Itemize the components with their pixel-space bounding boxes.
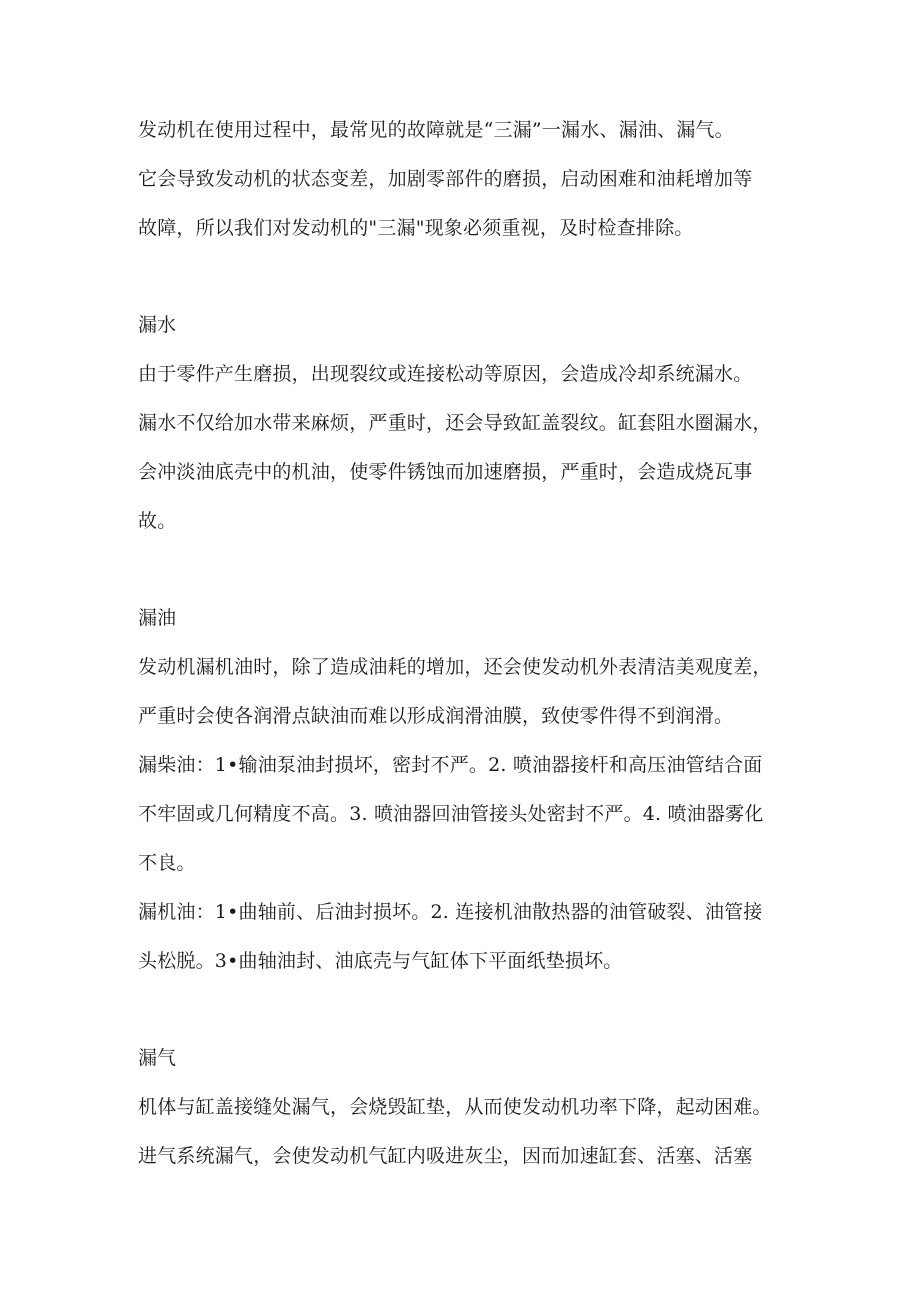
text-line: 发动机漏机油时，除了造成油耗的增加，还会使发动机外表清洁美观度差， [138,656,772,678]
text-line: 进气系统漏气，会使发动机气缸内吸进灰尘，因而加速缸套、活塞、活塞 [138,1145,753,1167]
text-line: 故障，所以我们对发动机的"三漏"现象必须重视，及时检查排除。 [138,217,694,239]
section-heading: 漏油 [138,607,177,629]
section-gas-leak [138,1034,798,1181]
text-line: 头松脱。3•曲轴油封、油底壳与气缸体下平面纸垫损坏。 [138,950,623,972]
text-line: 不良。 [138,852,196,874]
paragraph-gap [138,986,798,1034]
text-line: 故。 [138,510,177,532]
section-oil-leak [138,594,798,986]
text-line: 漏柴油：1•输油泵油封损坏，密封不严。2. 喷油器接杆和高压油管结合面 [138,754,763,776]
document-body [138,106,798,1181]
text-line: 它会导致发动机的状态变差，加剧零部件的磨损，启动困难和油耗增加等 [138,168,753,190]
text-line: 由于零件产生磨损，出现裂纹或连接松动等原因，会造成冷却系统漏水。 [138,363,753,385]
text-line: 严重时会使各润滑点缺油而难以形成润滑油膜，致使零件得不到润滑。 [138,705,734,727]
intro-paragraph [138,106,798,253]
section-heading: 漏水 [138,314,177,336]
text-line: 漏水不仅给加水带来麻烦，严重时，还会导致缸盖裂纹。缸套阻水圈漏水， [138,412,772,434]
section-heading: 漏气 [138,1047,177,1069]
paragraph-gap [138,546,798,594]
text-line: 机体与缸盖接缝处漏气，会烧毁缸垫，从而使发动机功率下降，起动困难。 [138,1096,772,1118]
text-line: 发动机在使用过程中，最常见的故障就是“三漏”一漏水、漏油、漏气。 [138,119,734,141]
text-line: 漏机油：1•曲轴前、后油封损坏。2. 连接机油散热器的油管破裂、油管接 [138,901,763,923]
paragraph-gap [138,253,798,301]
text-line: 会冲淡油底壳中的机油，使零件锈蚀而加速磨损，严重时，会造成烧瓦事 [138,461,753,483]
text-line: 不牢固或几何精度不高。3. 喷油器回油管接头处密封不严。4. 喷油器雾化 [138,803,764,825]
section-water-leak [138,301,798,546]
